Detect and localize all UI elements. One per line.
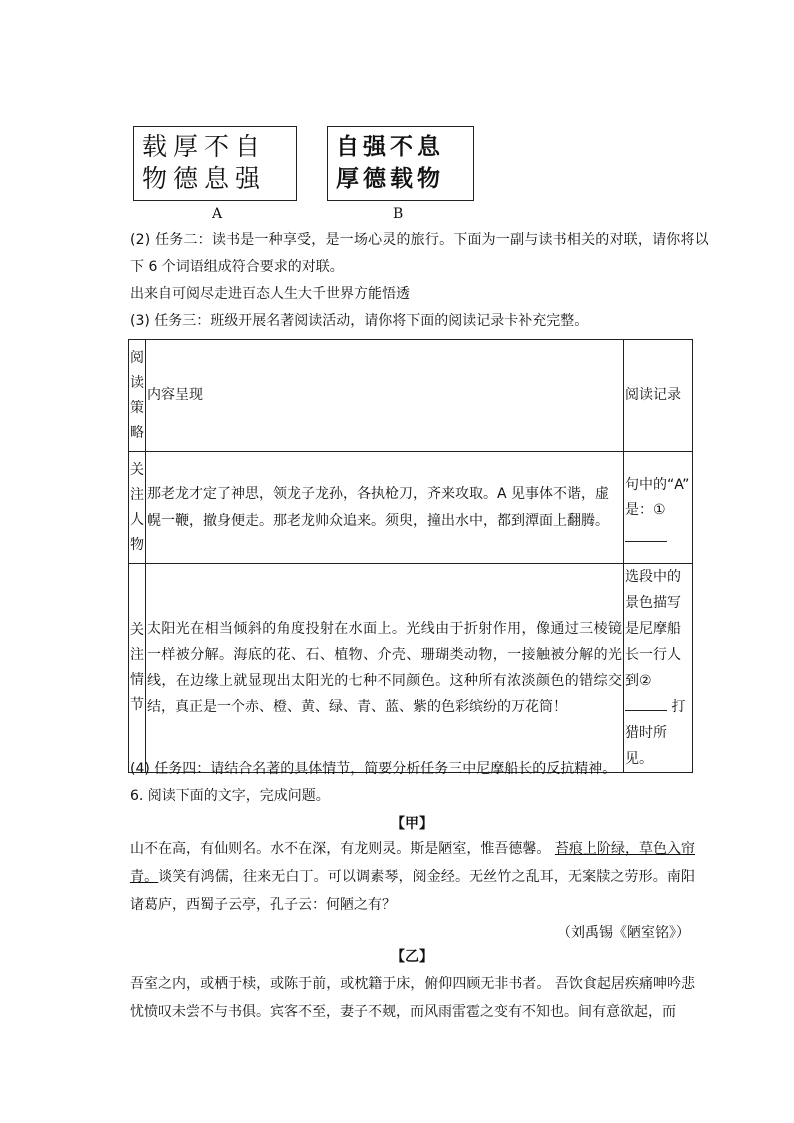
calligraphy-b-row1: 自强不息 (336, 133, 444, 160)
header-strategy: 阅 读 策 略 (129, 340, 146, 452)
calligraphy-a-label: A (212, 206, 223, 222)
calligraphy-b-frame (327, 126, 474, 201)
yi-text: 吾室之内，或栖于椟，或陈于前，或枕籍于床，俯仰四顾无非书者。 吾饮食起居疾痛呻吟悲忧愤叹未尝不与书俱。宾客不至，妻子不觌，而风雨雷雹之变有不知也。间有意欲起，而 (130, 976, 695, 1020)
task4: (4) 任务四：请结合名著的具体情节，简要分析任务三中尼摩船长的反抗精神。 (130, 761, 617, 777)
row1-content: 那老龙才定了神思，领龙子龙孙，各执枪刀，齐来攻取。A 见事体不谐，虚幌一鞭，撤身便走。那老龙帅众追来。须臾，撞出水中，都到潭面上翻腾。 (146, 452, 624, 564)
calligraphy-a-frame (133, 126, 297, 201)
calligraphy-a-row1: 载厚不自 (142, 132, 267, 161)
calligraphy-b-label: B (393, 206, 404, 222)
q6-intro: 6. 阅读下面的文字，完成问题。 (130, 788, 330, 804)
header-record: 阅读记录 (624, 340, 693, 452)
answer-blank-1[interactable] (625, 523, 667, 542)
row1-record: 句中的“A” 是：① (624, 452, 693, 564)
header-content: 内容呈现 (146, 340, 624, 452)
task2-words: 出来自可阅尽走进百态人生大千世界方能悟透 (130, 286, 410, 302)
row2-record: 选段中的 景色描写 是尼摩船 长一行人 到② 打 猎时所见。 (624, 564, 693, 773)
table-header-row (129, 340, 693, 452)
table-row (129, 564, 693, 773)
yi-title: 【乙】 (391, 949, 433, 965)
calligraphy-a-row2: 物德息强 (142, 164, 267, 193)
task2-line1: (2) 任务二：读书是一种享受，是一场心灵的旅行。下面为一副与读书相关的对联，请你将以 (130, 232, 709, 248)
answer-blank-2[interactable] (625, 696, 667, 711)
task2-line2: 下 6 个词语组成符合要求的对联。 (130, 259, 344, 275)
row2-strategy: 关 注 情 节 (129, 564, 146, 773)
task3-intro: (3) 任务三：班级开展名著阅读活动，请你将下面的阅读记录卡补充完整。 (130, 313, 589, 329)
jia-text: 山不在高，有仙则名。水不在深，有龙则灵。斯是陋室，惟吾德馨。 苔痕上阶绿，草色入帘青。谈笑有鸿儒，往来无白丁。可以调素琴，阅金经。无丝竹之乱耳，无案牍之劳形。南阳诸葛庐，西蜀子云亭，孔子云：何陋之有？ (130, 841, 696, 913)
calligraphy-b-row2: 厚德载物 (336, 165, 444, 192)
jia-source: （刘禹锡《陋室铭》） (557, 925, 690, 941)
row2-content: 太阳光在相当倾斜的角度投射在水面上。光线由于折射作用，像通过三棱镜一样被分解。海底的花、石、植物、介壳、珊瑚类动物，一接触被分解的光线，在边缘上就显现出太阳光的七种不同颜色。这种所有浓淡颜色的错综交结，真正是一个赤、橙、黄、绿、青、蓝、紫的色彩缤纷的万花筒！ (146, 564, 624, 773)
row1-strategy: 关 注 人 物 (129, 452, 146, 564)
jia-title: 【甲】 (391, 816, 433, 832)
underlined-sentence: 苔痕上阶绿，草色入帘青。 (130, 841, 696, 885)
reading-record-table (128, 339, 693, 773)
table-row (129, 452, 693, 564)
